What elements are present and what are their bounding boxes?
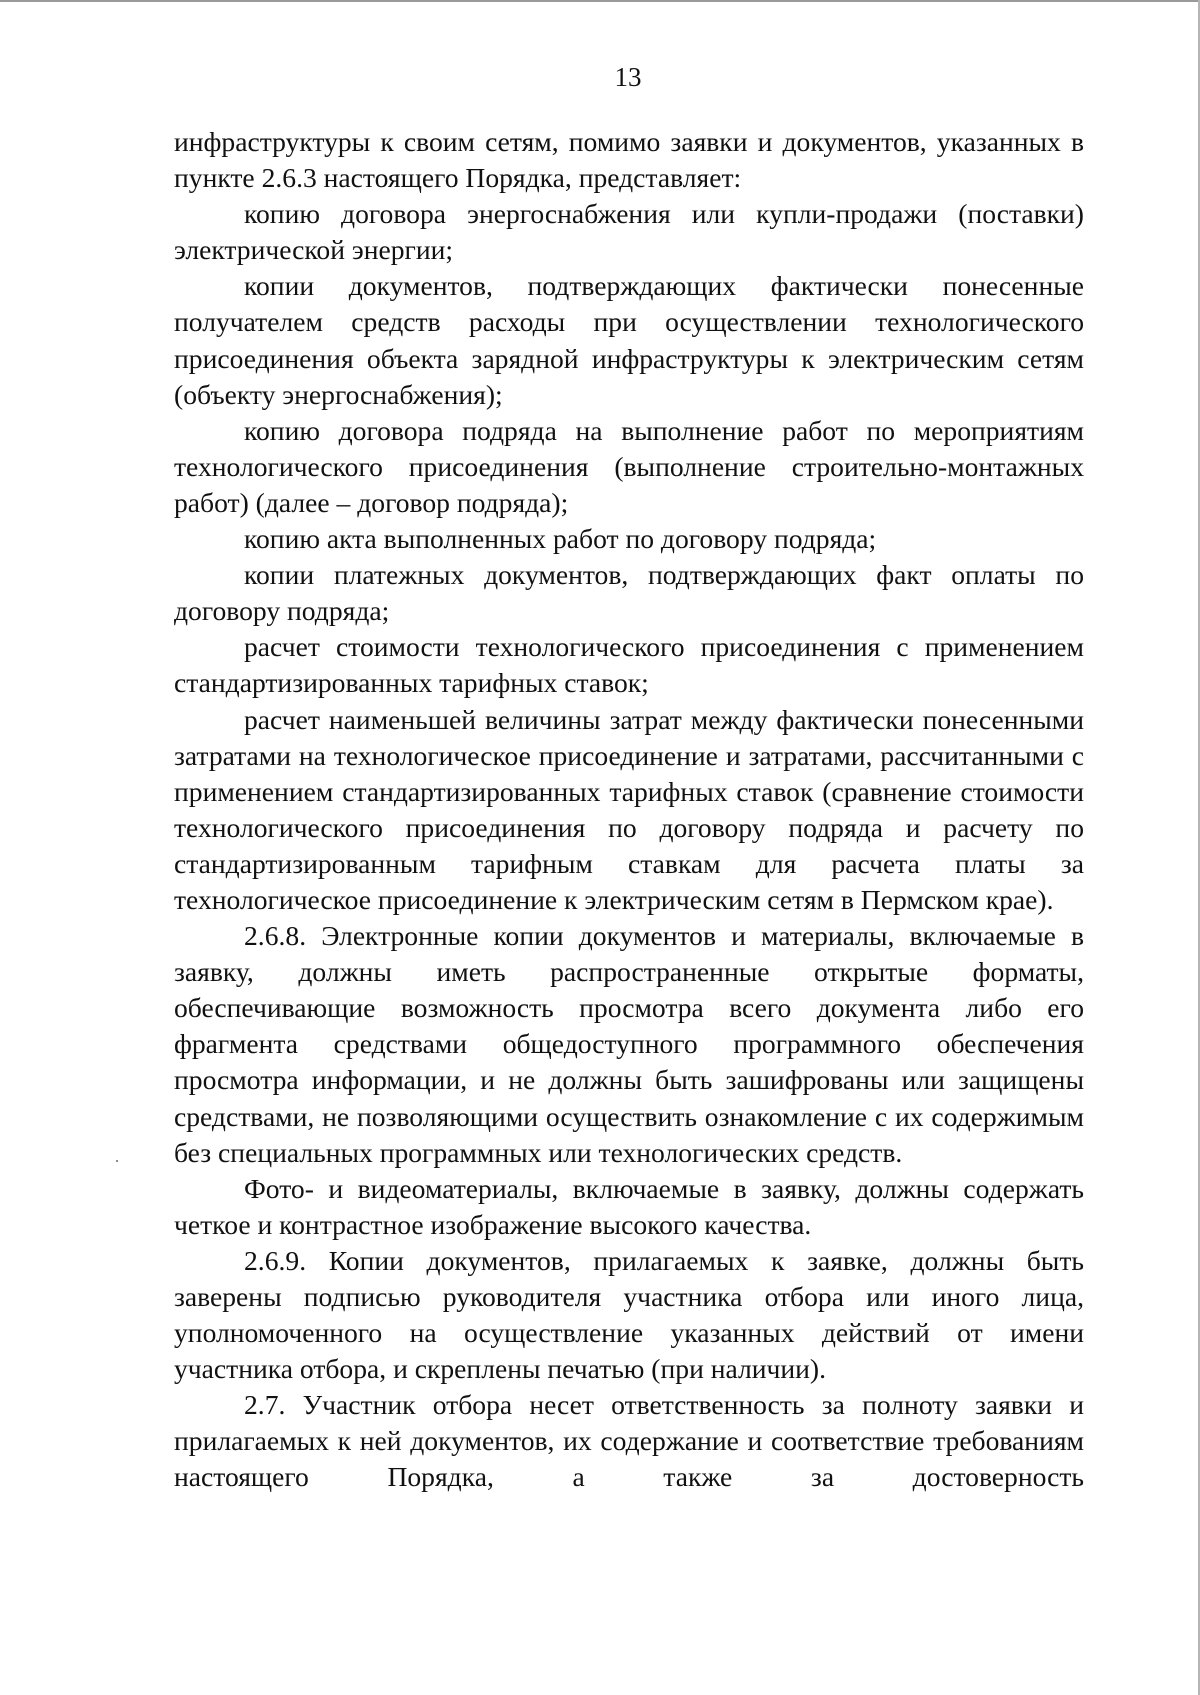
paragraph-work-act: копию акта выполненных работ по договору подряда; (244, 523, 877, 555)
paragraph-contract-copy: копию договора подряда на выполнение работ по мероприятиям технологического присоединения (выполнение строительно-монтажных работ) (далее – договор подряда); (174, 414, 1084, 518)
page-number: 13 (614, 62, 642, 92)
paragraph-cost-calculation: расчет стоимости технологического присоединения с применением стандартизированных тарифных ставок; (174, 631, 1084, 699)
paragraph-continuation: инфраструктуры к своим сетям, помимо заявки и документов, указанных в пункте 2.6.3 настоящего Порядка, представляет: (174, 126, 1084, 194)
paragraph-2-7: 2.7. Участник отбора несет ответственность за полноту заявки и прилагаемых к ней документов, их содержание и соответствие требованиям настоящего Порядка, а также за достоверность (174, 1389, 1084, 1493)
paragraph-2-6-8: 2.6.8. Электронные копии документов и материалы, включаемые в заявку, должны иметь распространенные открытые форматы, обеспечивающие возможность просмотра всего документа либо его фрагмента средствами общедоступного программного обеспечения просмотра информации, и не должны быть зашифрованы или защищены средствами, не позволяющими осуществить ознакомление с их содержимым без специальных программных или технологических средств. (174, 920, 1084, 1168)
paragraph-2-6-9: 2.6.9. Копии документов, прилагаемых к заявке, должны быть заверены подписью руководителя участника отбора или иного лица, уполномоченного на осуществление указанных действий от имени участника отбора, и скреплены печатью (при наличии). (174, 1244, 1084, 1385)
paragraph-photo-video: Фото- и видеоматериалы, включаемые в заявку, должны содержать четкое и контрастное изображение высокого качества. (174, 1172, 1084, 1240)
paragraph-min-cost-calculation: расчет наименьшей величины затрат между фактически понесенными затратами на технологическое присоединение и затратами, рассчитанными с применением стандартизированных тарифных ставок (сравнение стоимости технологического присоединения по договору подряда и расчету по стандартизированным тарифным ставкам для расчета платы за технологическое присоединение к электрическим сетям в Пермском крае). (174, 703, 1084, 915)
paragraph-expense-documents: копии документов, подтверждающих фактически понесенные получателем средств расходы при осуществлении технологического присоединения объекта зарядной инфраструктуры к электрическим сетям (объекту энергоснабжения); (174, 270, 1084, 410)
document-body (174, 124, 1084, 1496)
scan-speck (116, 1160, 118, 1162)
paragraph-payment-documents: копии платежных документов, подтверждающих факт оплаты по договору подряда; (174, 559, 1084, 627)
paragraph-supply-contract: копию договора энергоснабжения или купли-продажи (поставки) электрической энергии; (174, 198, 1084, 266)
scan-edge-top (0, 0, 1200, 2)
